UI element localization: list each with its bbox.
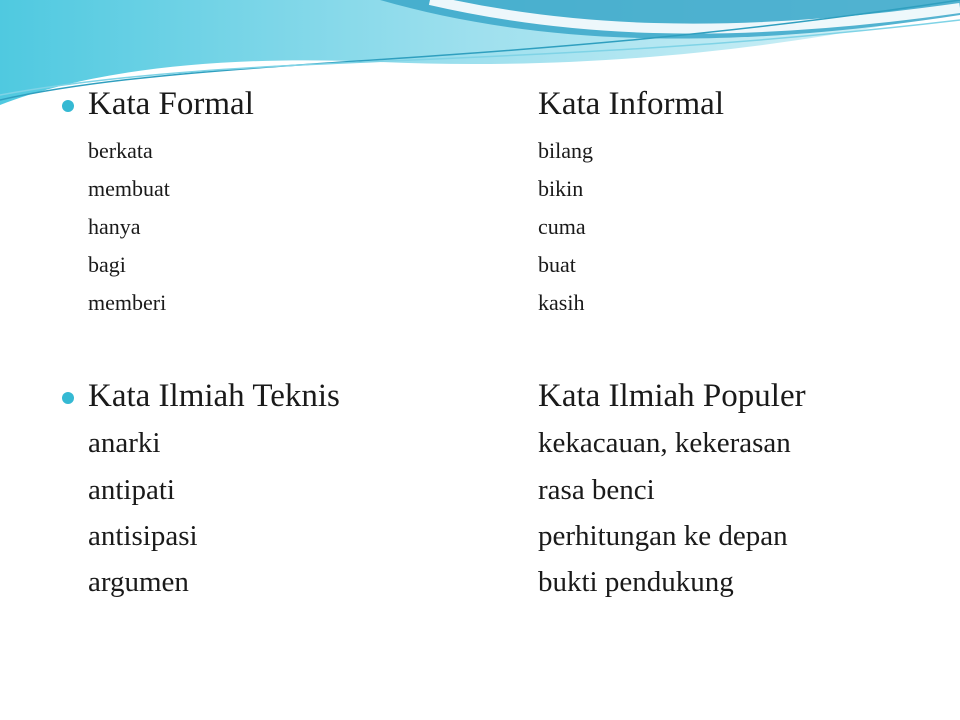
list-item: kekacauan, kekerasan [538, 427, 791, 459]
heading-left: Kata Formal [88, 86, 254, 122]
list-item: bukti pendukung [538, 566, 734, 598]
list-item: buat [538, 252, 576, 277]
list-item: kasih [538, 290, 585, 315]
heading-right: Kata Informal [538, 86, 724, 122]
heading-right: Kata Ilmiah Populer [538, 378, 806, 414]
list-item: bikin [538, 176, 584, 201]
list-item: antipati [88, 474, 175, 506]
list-item: bilang [538, 138, 593, 163]
list-item: rasa benci [538, 474, 655, 506]
list-item: perhitungan ke depan [538, 520, 788, 552]
bullet-icon [62, 100, 74, 112]
list-item: bagi [88, 252, 126, 277]
list-item: memberi [88, 290, 167, 315]
list-item: antisipasi [88, 520, 198, 552]
list-item: hanya [88, 214, 141, 239]
heading-left: Kata Ilmiah Teknis [88, 378, 340, 414]
list-item: berkata [88, 138, 153, 163]
list-item: cuma [538, 214, 586, 239]
list-item: anarki [88, 427, 161, 459]
list-item: membuat [88, 176, 170, 201]
bullet-icon [62, 392, 74, 404]
list-item: argumen [88, 566, 189, 598]
